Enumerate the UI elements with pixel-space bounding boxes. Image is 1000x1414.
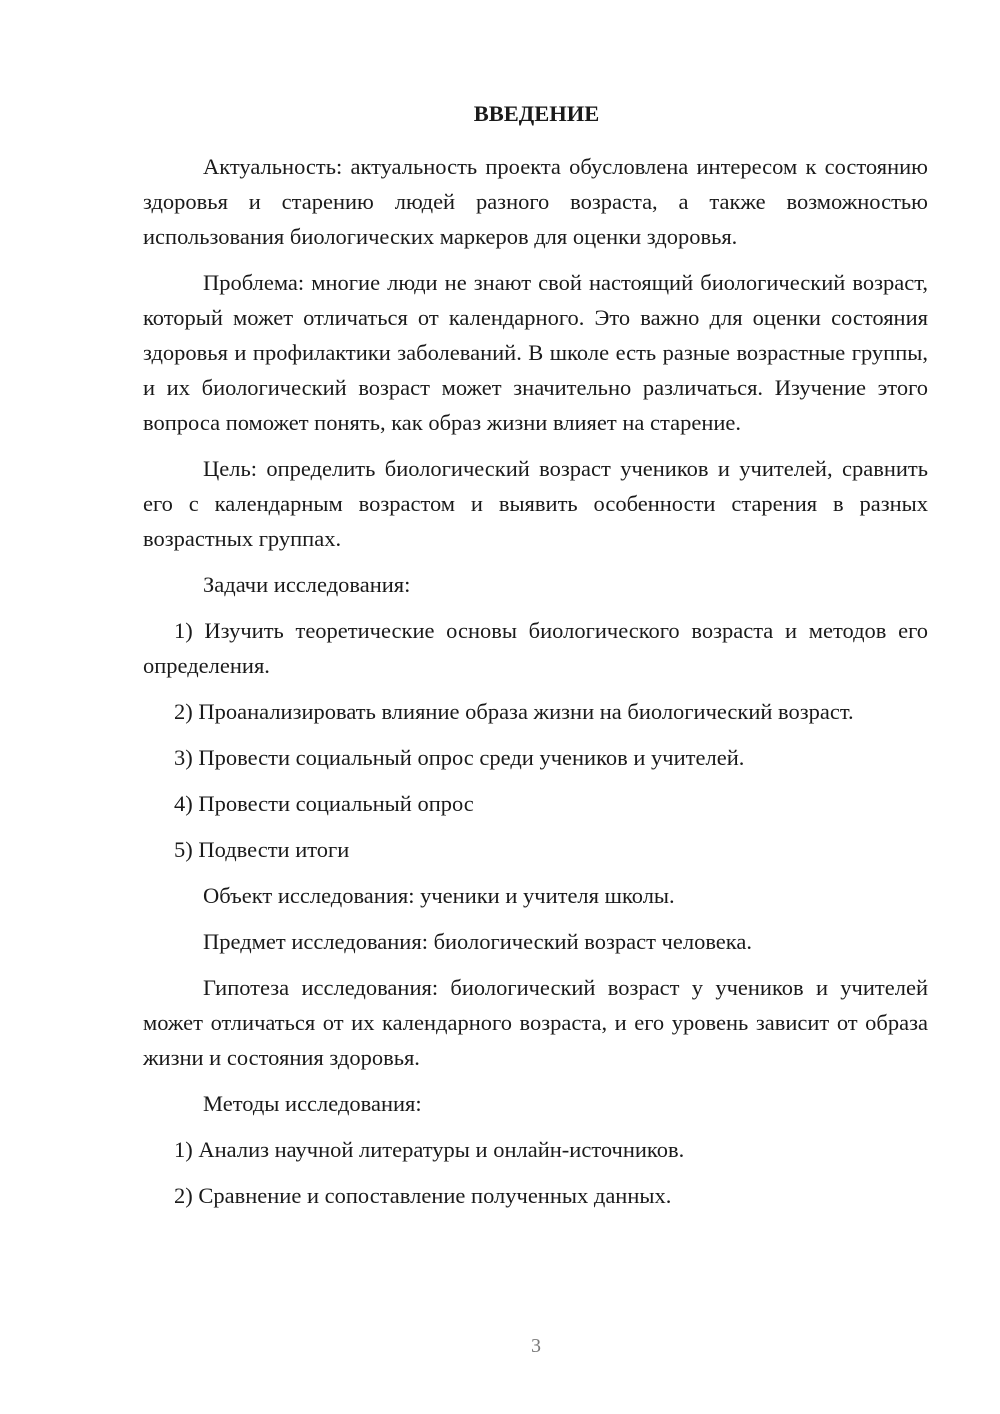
hypothesis-paragraph: Гипотеза исследования: биологический возраст у учеников и учителей может отличаться от их календарного возраста, и его уровень зависит от образа жизни и состояния здоровья. [143,975,928,1070]
methods-heading: Методы исследования: [203,1091,422,1116]
object-paragraph: Объект исследования: ученики и учителя школы. [203,883,675,908]
goal-paragraph: Цель: определить биологический возраст учеников и учителей, сравнить его с календарным возрастом и выявить особенности старения в разных возрастных группах. [143,456,928,551]
tasks-heading: Задачи исследования: [203,572,411,597]
subject-paragraph: Предмет исследования: биологический возраст человека. [203,929,752,954]
task-item-1: 1) Изучить теоретические основы биологического возраста и методов его определения. [143,618,928,678]
task-item-3: 3) Провести социальный опрос среди учеников и учителей. [174,745,745,770]
problem-paragraph: Проблема: многие люди не знают свой настоящий биологический возраст, который может отличаться от календарного. Это важно для оценки состояния здоровья и профилактики заболеваний. В школе есть разные возрастные группы, и их биологический возраст может значительно различаться. Изучение этого вопроса поможет понять, как образ жизни влияет на старение. [143,270,928,435]
page-title: ВВЕДЕНИЕ [473,101,600,126]
task-item-2: 2) Проанализировать влияние образа жизни на биологический возраст. [174,699,854,724]
actuality-paragraph: Актуальность: актуальность проекта обусловлена интересом к состоянию здоровья и старению людей разного возраста, а также возможностью использования биологических маркеров для оценки здоровья. [143,154,928,249]
method-item-2: 2) Сравнение и сопоставление полученных данных. [174,1183,672,1208]
task-item-5: 5) Подвести итоги [174,837,350,862]
method-item-1: 1) Анализ научной литературы и онлайн-источников. [174,1137,685,1162]
page-number: 3 [531,1335,541,1357]
document-page [143,96,928,1213]
task-item-4: 4) Провести социальный опрос [174,791,474,816]
